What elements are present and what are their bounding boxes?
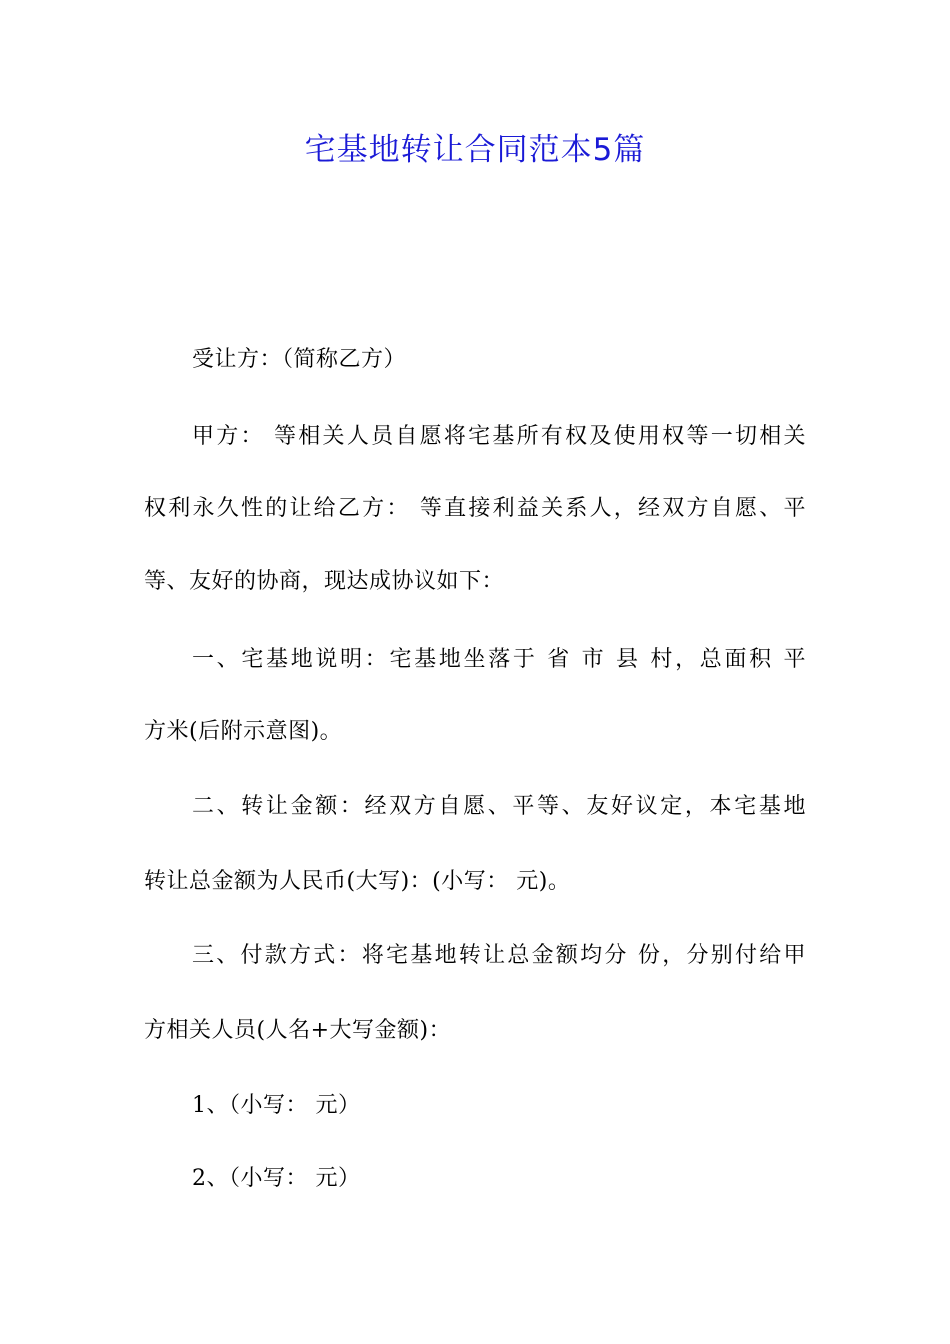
clause-3-line-2: 方相关人员(人名+大写金额)： [144, 1018, 452, 1043]
clause-2-line-2: 转让总金额为人民币(大写)：(小写： 元)。 [144, 869, 571, 894]
payment-item-2: 2、（小写： 元） [192, 1166, 361, 1191]
paragraph-party-a-line-2: 权利永久性的让给乙方： 等直接利益关系人，经双方自愿、平 [144, 496, 806, 521]
clause-3-line-1: 三、付款方式：将宅基地转让总金额均分 份，分别付给甲 [192, 943, 806, 968]
document-title: 宅基地转让合同范本5篇 [304, 132, 646, 168]
clause-1-line-2: 方米(后附示意图)。 [144, 719, 343, 744]
clause-2-line-1: 二、转让金额：经双方自愿、平等、友好议定，本宅基地 [192, 794, 806, 819]
payment-item-1: 1、（小写： 元） [192, 1093, 361, 1118]
paragraph-party-a-line-1: 甲方： 等相关人员自愿将宅基所有权及使用权等一切相关 [192, 424, 806, 449]
paragraph-party-a-line-3: 等、友好的协商，现达成协议如下： [144, 569, 505, 594]
paragraph-transferee: 受让方：（简称乙方） [192, 347, 407, 372]
clause-1-line-1: 一、宅基地说明：宅基地坐落于 省 市 县 村，总面积 平 [192, 647, 806, 672]
